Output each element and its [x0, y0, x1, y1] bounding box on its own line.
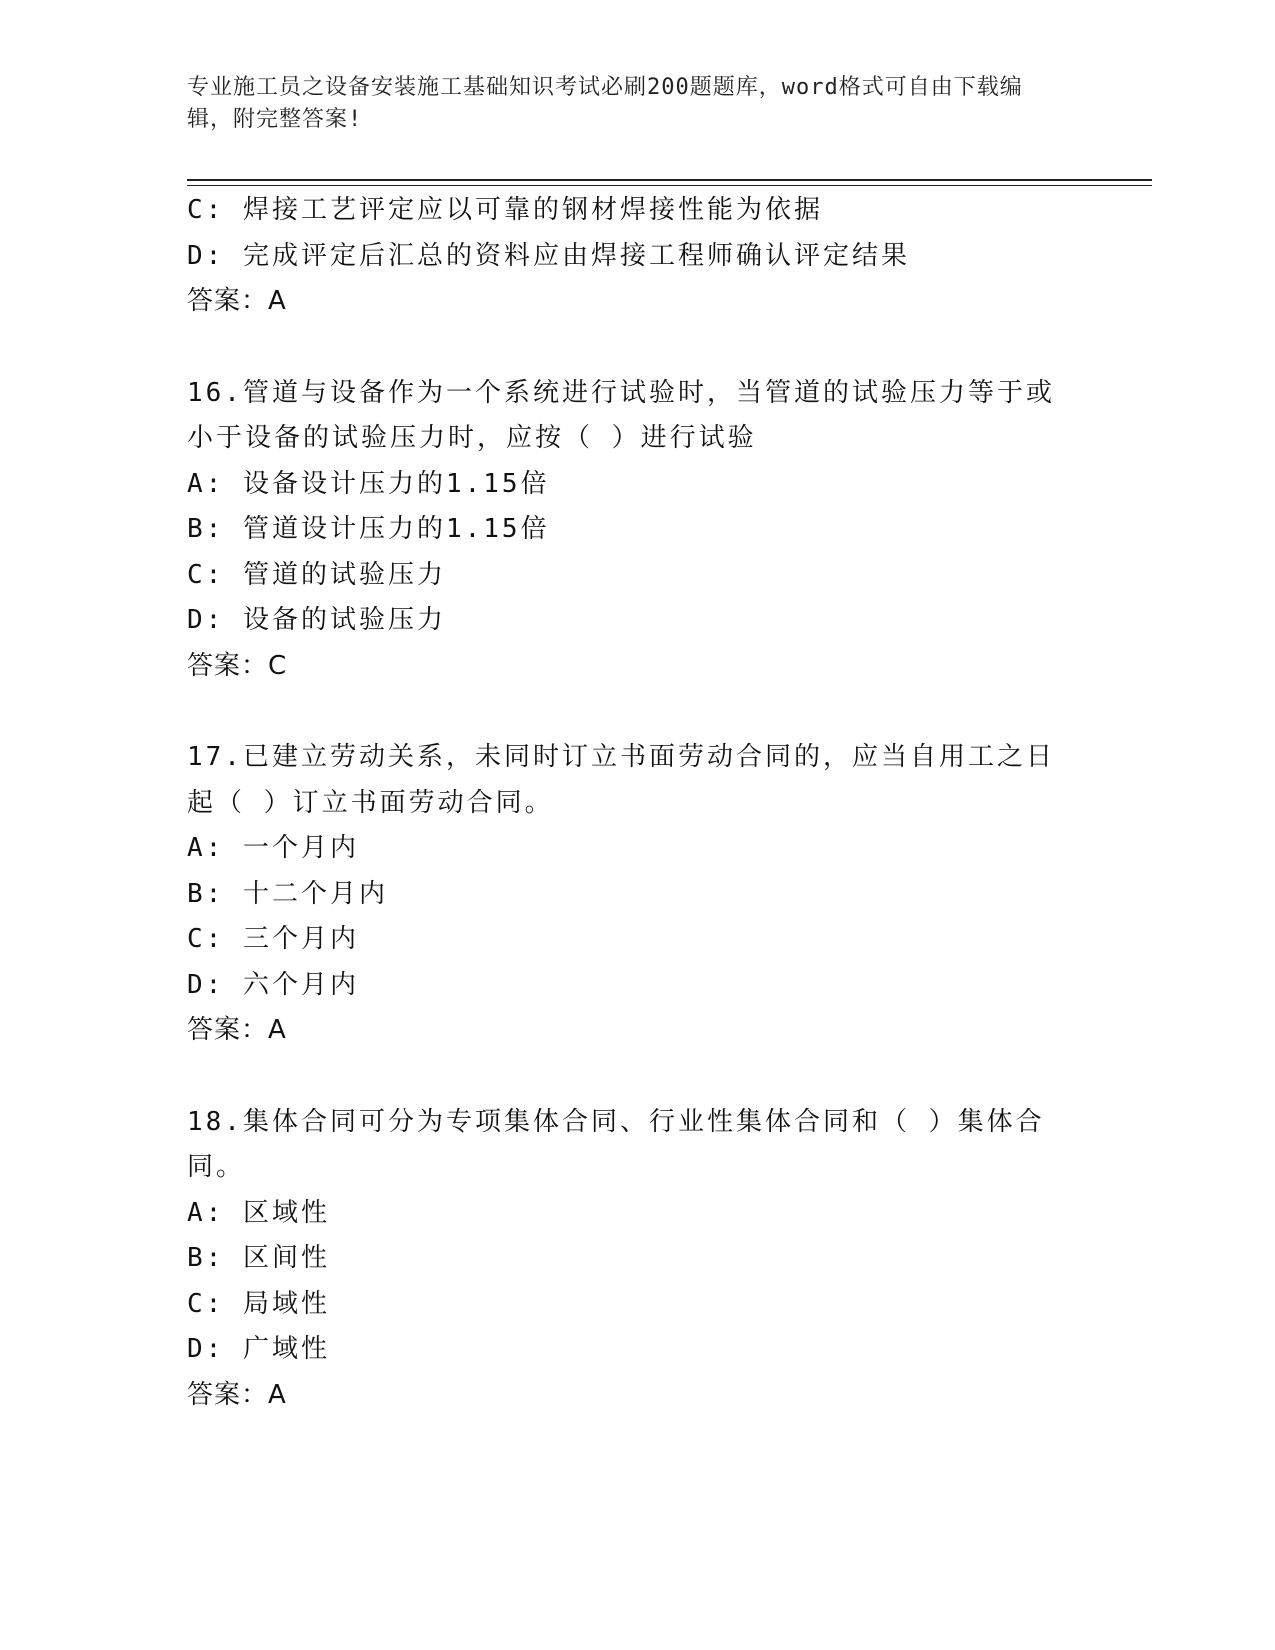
option-a: A: 设备设计压力的1.15倍	[187, 468, 550, 499]
answer-line: 答案：A	[187, 1015, 287, 1045]
question-stem: 18.集体合同可分为专项集体合同、行业性集体合同和（ ）集体合同。	[187, 1106, 1045, 1182]
option-d: D: 完成评定后汇总的资料应由焊接工程师确认评定结果	[187, 240, 910, 271]
option-c: C: 三个月内	[187, 924, 359, 954]
header-divider-thin	[187, 185, 1152, 186]
option-b: B: 十二个月内	[187, 878, 388, 909]
option-d: D: 广域性	[187, 1334, 330, 1364]
option-b: B: 管道设计压力的1.15倍	[187, 514, 550, 544]
option-c: C: 管道的试验压力	[187, 559, 446, 590]
question-block-17	[187, 735, 1087, 1054]
option-d: D: 设备的试验压力	[187, 605, 446, 635]
page-header-title: 专业施工员之设备安装施工基础知识考试必刷200题题库，word格式可自由下载编辑，附完整答案!	[187, 75, 1023, 132]
option-a: A: 一个月内	[187, 833, 359, 863]
answer-line: 答案：A	[187, 286, 287, 316]
answer-line: 答案：A	[187, 1379, 287, 1410]
question-stem: 17.已建立劳动关系，未同时订立书面劳动合同的，应当自用工之日起（ ）订立书面劳动合同。	[187, 742, 1055, 818]
question-block-continued	[187, 188, 1087, 325]
question-stem: 16.管道与设备作为一个系统进行试验时，当管道的试验压力等于或小于设备的试验压力时，应按（ ）进行试验	[187, 377, 1055, 453]
option-a: A: 区域性	[187, 1197, 330, 1228]
option-b: B: 区间性	[187, 1243, 330, 1273]
header-divider-thick	[187, 179, 1152, 181]
option-c: C: 焊接工艺评定应以可靠的钢材焊接性能为依据	[187, 195, 823, 225]
answer-line: 答案：C	[187, 650, 288, 681]
question-block-16	[187, 371, 1087, 690]
question-list	[187, 188, 1087, 1418]
option-c: C: 局域性	[187, 1288, 330, 1319]
option-d: D: 六个月内	[187, 969, 359, 1000]
question-block-18	[187, 1100, 1087, 1419]
